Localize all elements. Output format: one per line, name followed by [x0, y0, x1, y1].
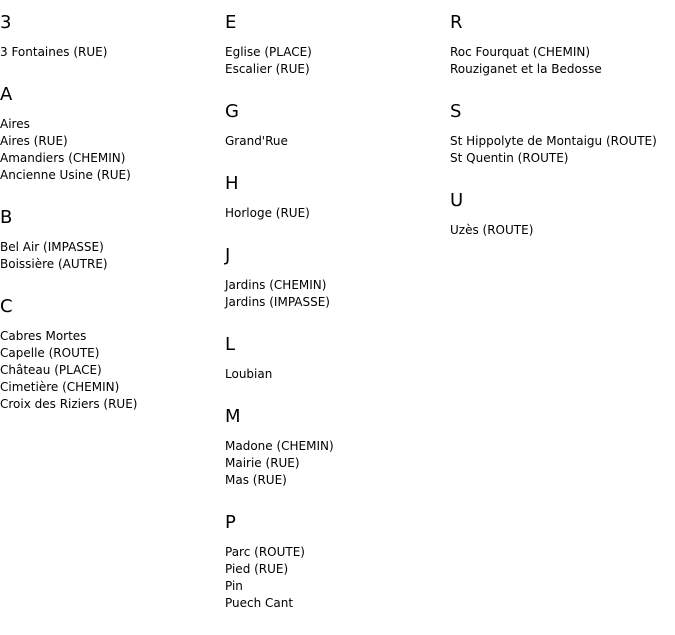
street-list: [225, 366, 450, 383]
street-list: [225, 205, 450, 222]
group-letter-heading: M: [225, 406, 241, 427]
street-list-item[interactable]: Pied (RUE): [225, 562, 289, 576]
letter-group: [0, 84, 225, 184]
index-column: [0, 12, 225, 436]
street-list-item[interactable]: Ancienne Usine (RUE): [0, 168, 131, 182]
group-letter-heading: G: [225, 101, 239, 122]
street-list-item[interactable]: Eglise (PLACE): [225, 45, 312, 59]
letter-group: [225, 512, 450, 612]
group-letter-heading: E: [225, 12, 237, 33]
street-list: [0, 44, 225, 61]
street-list-item[interactable]: St Hippolyte de Montaigu (ROUTE): [450, 134, 657, 148]
index-column: [225, 12, 450, 635]
letter-group: [0, 207, 225, 273]
street-list-item[interactable]: Uzès (ROUTE): [450, 223, 534, 237]
group-letter-heading: J: [225, 245, 231, 266]
street-list: [225, 544, 450, 612]
street-list-item[interactable]: Aires: [0, 117, 30, 131]
group-letter-heading: P: [225, 512, 236, 533]
street-list: [225, 277, 450, 311]
letter-group: [225, 334, 450, 383]
group-letter-heading: S: [450, 101, 462, 122]
street-list-item[interactable]: Grand'Rue: [225, 134, 288, 148]
letter-group: [225, 12, 450, 78]
letter-group: [0, 296, 225, 413]
street-list: [0, 239, 225, 273]
street-list-item[interactable]: Parc (ROUTE): [225, 545, 305, 559]
street-list-item[interactable]: Loubian: [225, 367, 273, 381]
street-list: [450, 44, 675, 78]
index-column: [450, 12, 675, 262]
street-list: [450, 133, 675, 167]
letter-group: [225, 101, 450, 150]
street-list-item[interactable]: Capelle (ROUTE): [0, 346, 100, 360]
street-list-item[interactable]: Horloge (RUE): [225, 206, 310, 220]
street-list-item[interactable]: Mairie (RUE): [225, 456, 300, 470]
street-list-item[interactable]: Roc Fourquat (CHEMIN): [450, 45, 591, 59]
street-list-item[interactable]: Jardins (CHEMIN): [225, 278, 327, 292]
letter-group: [225, 406, 450, 489]
street-list-item[interactable]: Bel Air (IMPASSE): [0, 240, 104, 254]
street-list: [450, 222, 675, 239]
street-list-item[interactable]: Croix des Riziers (RUE): [0, 397, 138, 411]
street-list: [225, 44, 450, 78]
street-list-item[interactable]: Rouziganet et la Bedosse: [450, 62, 602, 76]
street-list-item[interactable]: Amandiers (CHEMIN): [0, 151, 126, 165]
group-letter-heading: C: [0, 296, 13, 317]
street-list-item[interactable]: Boissière (AUTRE): [0, 257, 108, 271]
street-list-item[interactable]: Aires (RUE): [0, 134, 68, 148]
street-list-item[interactable]: Pin: [225, 579, 243, 593]
group-letter-heading: L: [225, 334, 236, 355]
group-letter-heading: U: [450, 190, 464, 211]
street-list: [0, 328, 225, 413]
street-list-item[interactable]: Cabres Mortes: [0, 329, 87, 343]
letter-group: [0, 12, 225, 61]
group-letter-heading: H: [225, 173, 239, 194]
street-list-item[interactable]: Château (PLACE): [0, 363, 102, 377]
street-list-item[interactable]: St Quentin (ROUTE): [450, 151, 569, 165]
letter-group: [225, 173, 450, 222]
street-list-item[interactable]: Madone (CHEMIN): [225, 439, 334, 453]
street-list-item[interactable]: Mas (RUE): [225, 473, 287, 487]
letter-group: [450, 12, 675, 78]
street-list: [225, 133, 450, 150]
letter-group: [450, 190, 675, 239]
street-list: [225, 438, 450, 489]
street-list-item[interactable]: Escalier (RUE): [225, 62, 310, 76]
letter-group: [450, 101, 675, 167]
street-list-item[interactable]: Puech Cant: [225, 596, 294, 610]
street-list-item[interactable]: Cimetière (CHEMIN): [0, 380, 120, 394]
group-letter-heading: 3: [0, 12, 12, 33]
street-list: [0, 116, 225, 184]
group-letter-heading: A: [0, 84, 13, 105]
letter-group: [225, 245, 450, 311]
group-letter-heading: B: [0, 207, 13, 228]
group-letter-heading: R: [450, 12, 463, 33]
street-list-item[interactable]: Jardins (IMPASSE): [225, 295, 330, 309]
street-list-item[interactable]: 3 Fontaines (RUE): [0, 45, 108, 59]
